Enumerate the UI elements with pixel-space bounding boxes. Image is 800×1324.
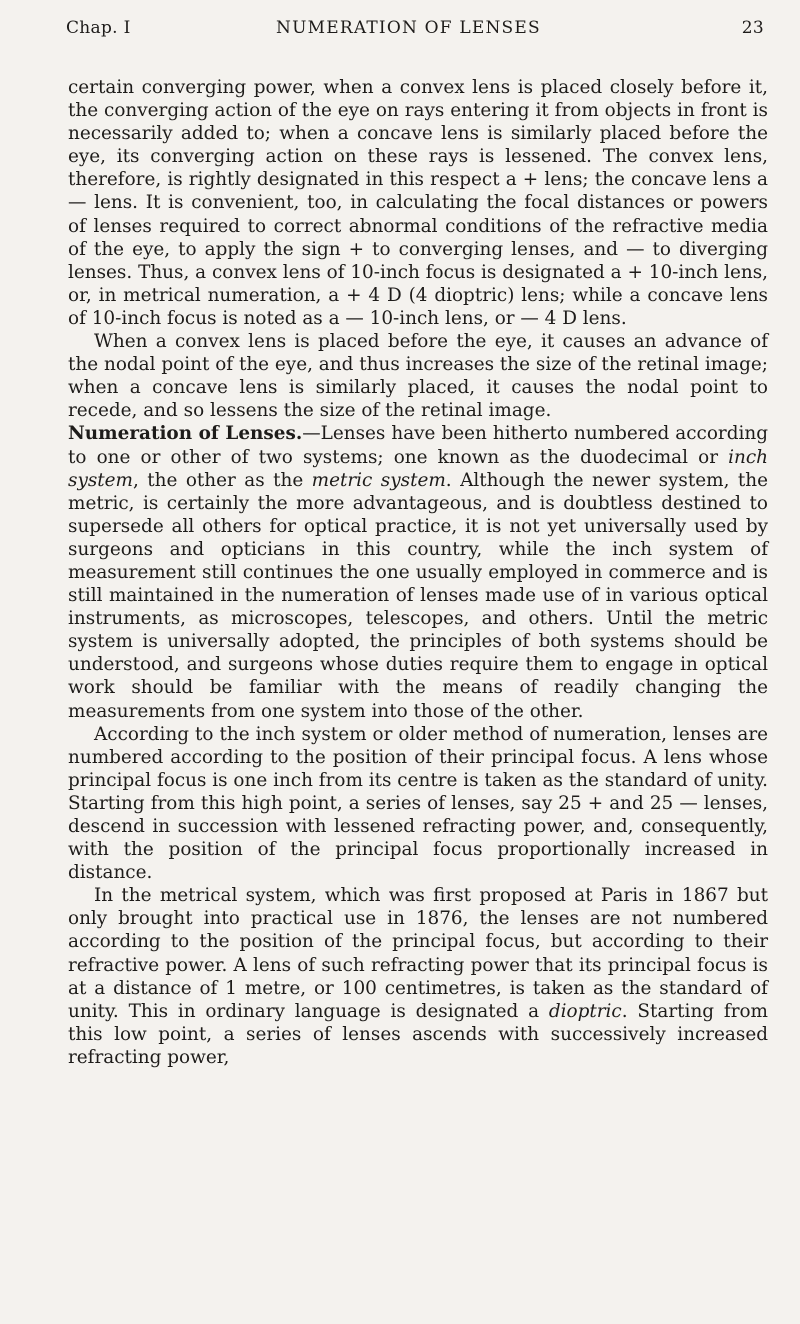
running-title: NUMERATION OF LENSES [276,18,541,38]
text-run: In the metrical system, which was first proposed at Paris in 1867 but only brought into practical use in 1876, the lenses are not numbered according to the position of the principal focus, but according to their refractive power. A lens of such refracting power that its principal focus is at a distance of 1 metre, or 100 centimetres, is taken as the standard of unity. This in ordinary language is designated a [68,885,768,1022]
section-heading: Numeration of Lenses. [68,423,303,445]
page-body [68,76,768,1069]
paragraph [68,884,768,1069]
text-run: According to the inch system or older method of numeration, lenses are numbered according to the position of their principal focus. A lens whose principal focus is one inch from its centre is taken as the standard of unity. Starting from this high point, a series of lenses, say 25 + and 25 — lenses, descend in succession with lessened refracting power, and, consequently, with the position of the principal focus proportionally increased in distance. [68,723,768,884]
emphasis-text: metric system [311,469,446,491]
text-run: When a convex lens is placed before the eye, it causes an advance of the nodal point of the eye, and thus increases the size of the retinal image; when a concave lens is similarly placed, it causes the nodal point to recede, and so lessens the size of the retinal image. [68,331,768,422]
text-run: —Lenses have been hitherto numbered according to one or other of two systems; one known as the duodecimal or [68,423,768,468]
text-run: , the other as the [132,469,312,491]
paragraph [68,723,768,885]
page-number: 23 [741,18,764,38]
chapter-label: Chap. I [66,18,131,38]
paragraph [68,422,768,722]
paragraph [68,76,768,330]
text-run: . Starting from this low point, a series of lenses ascends with successively increased refracting power, [68,1000,768,1068]
running-header [66,18,764,48]
paragraph [68,330,768,422]
emphasis-text: dioptric [548,1000,622,1022]
text-run: . Although the newer system, the metric, is certainly the more advantageous, and is doubtless destined to supersede all others for optical practice, it is not yet universally used by surgeons and opticians in this country, while the inch system of measurement still continues the one usually employed in commerce and is still maintained in the numeration of lenses made use of in various optical instruments, as microscopes, telescopes, and others. Until the metric system is universally adopted, the principles of both systems should be understood, and surgeons whose duties require them to engage in optical work should be familiar with the means of readily changing the measurements from one system into those of the other. [68,469,768,722]
text-run: certain converging power, when a convex lens is placed closely before it, the converging action of the eye on rays entering it from objects in front is necessarily added to; when a concave lens is similarly placed before the eye, its converging action on these rays is lessened. The convex lens, therefore, is rightly designated in this respect a + lens; the concave lens a — lens. It is convenient, too, in calculating the focal distances or powers of lenses required to correct abnormal conditions of the refractive media of the eye, to apply the sign + to converging lenses, and — to diverging lenses. Thus, a convex lens of 10-inch focus is designated a + 10-inch lens, or, in metrical numeration, a + 4 D (4 dioptric) lens; while a concave lens of 10-inch focus is noted as a — 10-inch lens, or — 4 D lens. [68,77,768,329]
emphasis-text: inch system [68,446,768,491]
